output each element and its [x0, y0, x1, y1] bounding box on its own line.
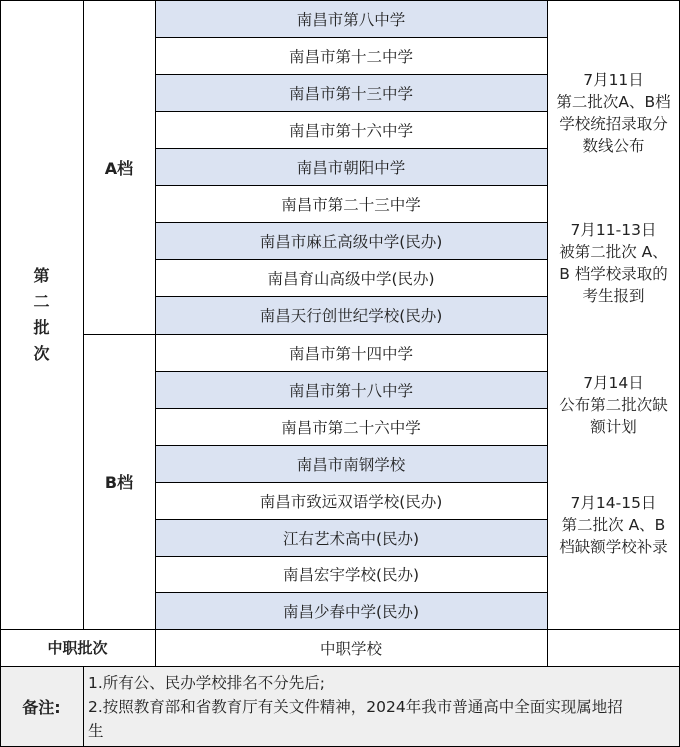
- schedule-line: 被第二批次 A、: [559, 243, 668, 261]
- notes-line: 2.按照教育部和省教育厅有关文件精神，2024年我市普通高中全面实现属地招: [88, 698, 623, 716]
- batch2-label-char: 二: [33, 291, 50, 311]
- schedule-line: 第二批次A、B档: [556, 93, 671, 111]
- row-divider: [155, 556, 547, 557]
- schedule-line: 考生报到: [582, 287, 645, 305]
- row-divider: [155, 111, 547, 112]
- batch2-label: [33, 263, 49, 367]
- tier-b-label: B档: [104, 473, 134, 492]
- row-divider: [155, 296, 547, 297]
- tier-b-school-row: 南昌市第十四中学: [288, 344, 413, 363]
- col-divider: [83, 666, 84, 747]
- row-divider: [155, 482, 547, 483]
- row-divider: [155, 408, 547, 409]
- batch2-label-char: 第: [33, 265, 50, 285]
- schedule-line: 数线公布: [582, 137, 645, 155]
- row-divider: [155, 371, 547, 372]
- border-top: [0, 0, 680, 1]
- col-divider: [155, 0, 156, 666]
- schedule-line: B 档学校录取的: [559, 265, 668, 283]
- tier-a-school-row: 南昌育山高级中学(民办): [267, 269, 435, 288]
- col-divider: [83, 0, 84, 629]
- row-divider: [155, 222, 547, 223]
- tier-a-school-row: 南昌市第十六中学: [288, 121, 413, 140]
- notes-line: 生: [88, 722, 104, 740]
- row-divider: [155, 185, 547, 186]
- row-divider: [155, 445, 547, 446]
- tier-a-label: A档: [104, 158, 134, 178]
- schedule-line: 第二批次 A、B: [561, 516, 666, 534]
- row-divider: [155, 519, 547, 520]
- notes-label: 备注:: [22, 698, 61, 717]
- schedule-line: 公布第二批次缺: [559, 396, 668, 414]
- row-divider: [155, 148, 547, 149]
- row-divider: [0, 629, 680, 630]
- schedule-item: [547, 486, 680, 564]
- schedule-line: 学校统招录取分: [559, 115, 668, 133]
- row-divider: [155, 592, 547, 593]
- schedule-item: [547, 62, 680, 164]
- tier-b-school-row: 南昌市第二十六中学: [281, 418, 421, 437]
- tier-a-school-row: 南昌天行创世纪学校(民办): [155, 296, 547, 334]
- tier-a-school-row: 南昌市麻丘高级中学(民办): [155, 222, 547, 259]
- row-divider: [155, 37, 547, 38]
- row-divider: [155, 74, 547, 75]
- schedule-line: 7月11-13日: [570, 221, 657, 239]
- batch2-label-cell: [0, 0, 83, 629]
- schedule-line: 7月11日: [583, 71, 644, 89]
- tier-a-school-row: 南昌市第十二中学: [288, 47, 413, 66]
- batch2-label-char: 批: [33, 317, 50, 337]
- tier-a-school-row: 南昌市第二十三中学: [281, 195, 421, 214]
- schedule-line: 7月14日: [583, 374, 644, 392]
- tier-b-school-row: 南昌市南钢学校: [155, 445, 547, 482]
- tier-b-school-row: 南昌市第十八中学: [155, 371, 547, 408]
- vocational-school: 中职学校: [319, 639, 382, 658]
- notes-line: 1.所有公、民办学校排名不分先后;: [88, 674, 326, 692]
- col-divider: [547, 0, 548, 666]
- row-divider: [155, 259, 547, 260]
- tier-b-school-row: 南昌少春中学(民办): [155, 592, 547, 629]
- schedule-item: [547, 366, 680, 444]
- vocational-label: 中职批次: [47, 639, 108, 657]
- schedule-item: [547, 212, 680, 314]
- border-left: [0, 0, 1, 747]
- tier-divider: [83, 334, 547, 335]
- tier-a-school-row: 南昌市第十三中学: [155, 74, 547, 111]
- tier-a-school-row: 南昌市第八中学: [155, 0, 547, 37]
- batch2-label-char: 次: [33, 343, 50, 363]
- schedule-line: 额计划: [590, 418, 637, 436]
- tier-b-school-row: 南昌宏宇学校(民办): [282, 566, 420, 584]
- tier-b-school-row: 江右艺术高中(民办): [155, 519, 547, 556]
- notes-body: [88, 671, 676, 743]
- tier-a-school-row: 南昌市朝阳中学: [155, 148, 547, 185]
- tier-b-school-row: 南昌市致远双语学校(民办): [259, 492, 443, 511]
- schedule-line: 7月14-15日: [570, 494, 657, 512]
- row-divider: [0, 666, 680, 667]
- schedule-line: 档缺额学校补录: [559, 538, 668, 556]
